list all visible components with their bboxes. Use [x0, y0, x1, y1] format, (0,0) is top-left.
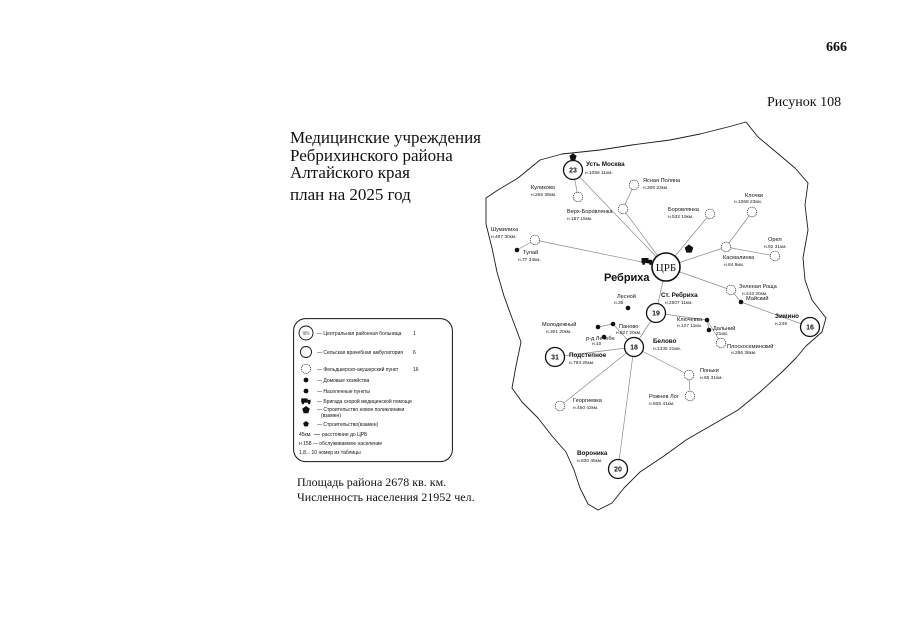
settlement-info: н.793 25км. [569, 361, 595, 366]
settlement-info: н.532 19км. [668, 215, 694, 220]
settlement [625, 338, 682, 357]
settlement-info: н.127 11км. [677, 324, 703, 329]
settlement-info: н.2507 11км. [665, 301, 693, 306]
legend-note: (взамен) [321, 413, 341, 419]
fap-dotted-circle-icon [629, 180, 639, 190]
construction-pentagon-icon [685, 245, 694, 253]
legend-label: — Домовые хозяйства [317, 377, 370, 384]
settlement-name: Клочки [745, 193, 764, 199]
settlement [668, 207, 715, 220]
settlement-name: Зеленая Роща [739, 284, 777, 290]
settlement-name: Плоскосеминский [727, 344, 774, 350]
settlement-info: н.1056 11км. [585, 171, 613, 176]
facility-number: 31 [551, 354, 559, 362]
settlement [546, 348, 607, 367]
legend-population: н 158 — обслуживаемое население [299, 440, 383, 447]
title-line-1: Медицинские учреждения [290, 128, 482, 147]
settlement-name: Верх-Боровлянка [567, 209, 613, 215]
legend-label: — Бригада скорой медицинской помощи [317, 398, 412, 405]
settlement-name: Вороника [577, 450, 608, 457]
center-settlement-name: Ребриха [604, 272, 650, 284]
settlement-info: н.827 20км. [616, 331, 642, 336]
settlement-info: н.830 45км. [577, 459, 603, 464]
legend-label: — Строительство(взамен) [317, 421, 379, 428]
settlement-info: 21км. [716, 332, 729, 337]
settlement-name: Майский [746, 296, 769, 302]
settlement-name: Тулай [523, 250, 539, 256]
title-line-3: Алтайского края [290, 163, 410, 182]
settlement-info: н.84 9км. [724, 263, 745, 268]
settlement-name: Лесной [617, 294, 636, 300]
dot-icon [596, 325, 601, 330]
settlement-name: Усть Москва [586, 161, 625, 168]
settlement-info: н.265 38км. [531, 193, 557, 198]
settlement-info: н.1335 21км. [653, 347, 682, 352]
settlement-info: н.157 15км. [567, 217, 593, 222]
settlement-name: Георгиевка [573, 398, 602, 404]
settlement [716, 338, 773, 356]
legend-numbering: 1,8... 10 номер из таблицы [299, 449, 361, 456]
legend-label: — Строительство новое поликлиники [317, 407, 405, 413]
settlement-info: н.301 20км. [546, 330, 572, 335]
fap-dotted-circle-icon [555, 401, 565, 411]
fap-dotted-circle-icon [618, 204, 628, 214]
facility-number: 18 [630, 344, 638, 352]
settlement-name: Касмалинка [723, 255, 755, 261]
fap-dotted-circle-icon [705, 209, 715, 219]
title-line-2: Ребрихинского района [290, 146, 453, 165]
crb-icon-label: ЦРБ [302, 331, 310, 336]
settlement [684, 368, 723, 381]
settlement [564, 153, 626, 179]
dot-icon [707, 328, 712, 333]
settlement-name: Куликово [531, 185, 555, 191]
settlement-info: н.35 [614, 301, 624, 306]
dot-icon [705, 318, 710, 323]
settlement-info: н.77 34км. [518, 258, 541, 263]
fap-dotted-circle-icon [747, 207, 757, 217]
settlement-info: н.450 43км. [573, 406, 599, 411]
legend-count: 16 [413, 366, 419, 373]
settlement [649, 391, 695, 407]
legend-label: — Населенные пункты [317, 388, 370, 395]
fap-dotted-circle-icon [726, 285, 736, 295]
dot-icon [611, 322, 616, 327]
settlement-name: Ясная Поляна [643, 178, 681, 184]
settlement-name: Белово [653, 338, 677, 345]
settlement [629, 178, 681, 191]
facility-number: 16 [806, 324, 814, 332]
road-line [726, 212, 752, 247]
distance-sample: 45км. [299, 431, 312, 438]
settlement [721, 242, 755, 268]
fap-dotted-circle-icon [685, 391, 695, 401]
district-population: Численность населения 21952 чел. [297, 490, 475, 504]
fap-dotted-circle-icon [770, 251, 780, 261]
settlement-info: н.443 20км. [742, 292, 768, 297]
settlement-name: Паново [619, 324, 639, 330]
settlement-name: Поньки [700, 368, 719, 374]
settlement-info: н.805 41км. [649, 402, 675, 407]
settlement [586, 335, 615, 347]
settlement-name: Ключевка [677, 317, 703, 323]
crb-label: ЦРБ [655, 262, 677, 274]
settlement-info: н.65 31км. [700, 376, 723, 381]
fap-dotted-circle-icon [684, 370, 694, 380]
road-line [618, 347, 634, 469]
legend-label: — Сельская врачебная амбулатория [317, 349, 403, 356]
settlement [734, 193, 763, 217]
settlement-info: н.249 [775, 322, 787, 327]
settlement [611, 322, 642, 336]
settlement [555, 398, 603, 411]
settlement-name: Ст. Ребриха [661, 292, 698, 299]
settlement [518, 235, 541, 263]
ambulance-icon [642, 258, 653, 265]
title-plan-year: план на 2025 год [290, 185, 411, 204]
dot-icon [739, 300, 744, 305]
facility-number: 23 [569, 167, 577, 175]
facility-number: 19 [652, 310, 660, 318]
settlement [491, 227, 519, 252]
settlement-name: Дальний [713, 326, 736, 332]
legend-count: 6 [413, 349, 416, 356]
legend-label: — Центральная районная больница [317, 330, 402, 337]
facility-number: 20 [614, 466, 622, 474]
settlement-info: н.308 23км. [643, 186, 669, 191]
settlement-name: Рожнев Лог [649, 394, 679, 400]
fap-dotted-circle-icon [721, 242, 731, 252]
page-number: 666 [826, 40, 847, 55]
fap-dotted-circle-icon [573, 192, 583, 202]
settlement-name: р-д Лечебн [586, 336, 615, 342]
settlement-name: Шумилиха [491, 227, 519, 233]
settlement-info: н.286 38км. [731, 351, 757, 356]
dot-icon [515, 248, 520, 253]
settlement-info: н.487 30км. [491, 235, 517, 240]
settlement-name: Молодежный [542, 322, 577, 328]
settlement [677, 317, 709, 329]
settlement [531, 185, 583, 202]
fap-dotted-circle-icon [530, 235, 540, 245]
settlement [542, 321, 600, 335]
settlement [775, 313, 820, 337]
district-area: Площадь района 2678 кв. км. [297, 475, 447, 489]
settlement-info: н.10 [592, 342, 602, 347]
settlement-name: Зимино [775, 313, 799, 320]
figure-label: Рисунок 108 [767, 95, 842, 110]
dot-icon [626, 306, 631, 311]
legend-label: — Фельдшерско-акушерский пункт [317, 366, 399, 373]
settlement [764, 237, 787, 261]
legend-count: 1 [413, 330, 416, 337]
settlement-info: н.1068 23км. [734, 200, 763, 205]
fap-dotted-circle-icon [716, 338, 726, 348]
distance-label: расстояние до ЦРБ [322, 431, 368, 438]
construction-pentagon-icon [569, 153, 576, 160]
settlement-name: Боровлянка [668, 207, 699, 213]
settlement [614, 293, 636, 310]
settlement-name: Орел [768, 237, 782, 243]
settlements [491, 153, 820, 478]
settlement-info: н.92 31км. [764, 245, 787, 250]
settlement-name: Подстепное [569, 352, 607, 359]
settlement [567, 204, 628, 222]
